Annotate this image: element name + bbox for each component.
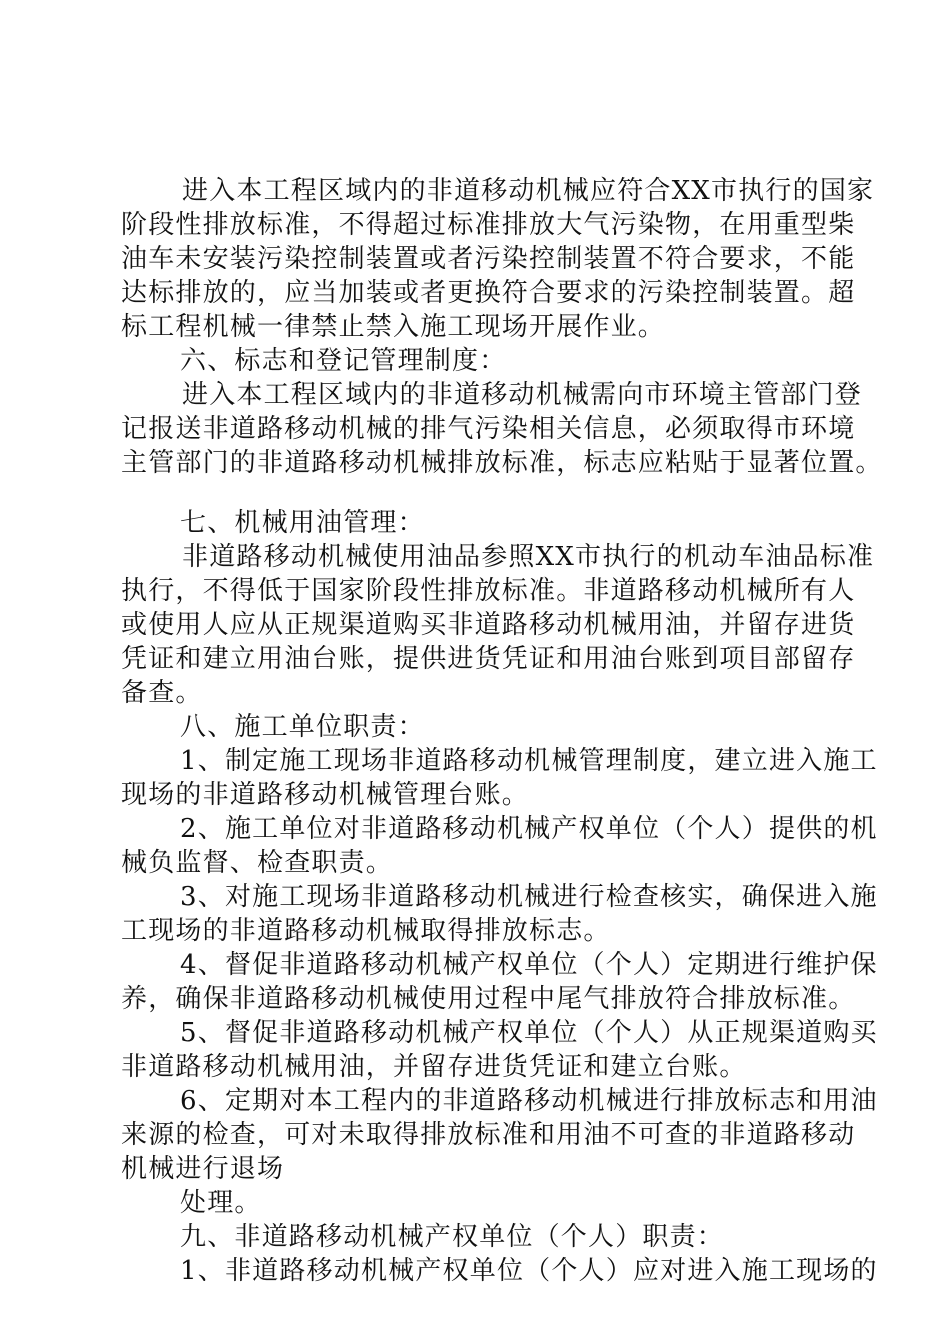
paragraph-line: 机械进行退场 <box>121 1154 285 1184</box>
paragraph-line: 5、督促非道路移动机械产权单位（个人）从正规渠道购买 <box>180 1018 878 1048</box>
paragraph-line: 1、制定施工现场非道路移动机械管理制度，建立进入施工 <box>180 746 878 776</box>
paragraph-line: 进入本工程区域内的非道移动机械应符合XX市执行的国家 <box>182 176 875 206</box>
paragraph-line: 执行，不得低于国家阶段性排放标准。非道路移动机械所有人 <box>121 576 856 606</box>
paragraph-line: 主管部门的非道路移动机械排放标准，标志应粘贴于显著位置。 <box>121 448 883 478</box>
paragraph-line: 非道路移动机械使用油品参照XX市执行的机动车油品标准 <box>182 542 875 572</box>
paragraph-line: 1、非道路移动机械产权单位（个人）应对进入施工现场的 <box>180 1256 878 1286</box>
paragraph-line: 养，确保非道路移动机械使用过程中尾气排放符合排放标准。 <box>121 984 856 1014</box>
section-heading: 七、机械用油管理： <box>180 508 425 538</box>
paragraph-line: 6、定期对本工程内的非道路移动机械进行排放标志和用油 <box>180 1086 878 1116</box>
paragraph-line: 记报送非道路移动机械的排气污染相关信息，必须取得市环境 <box>121 414 856 444</box>
section-heading: 八、施工单位职责： <box>180 712 425 742</box>
paragraph-line: 2、施工单位对非道路移动机械产权单位（个人）提供的机 <box>180 814 878 844</box>
section-heading: 六、标志和登记管理制度： <box>180 346 507 376</box>
paragraph-line: 进入本工程区域内的非道移动机械需向市环境主管部门登 <box>182 380 863 410</box>
section-heading: 九、非道路移动机械产权单位（个人）职责： <box>180 1222 725 1252</box>
paragraph-line: 阶段性排放标准，不得超过标准排放大气污染物，在用重型柴 <box>121 210 856 240</box>
paragraph-line: 凭证和建立用油台账，提供进货凭证和用油台账到项目部留存 <box>121 644 856 674</box>
paragraph-line: 工现场的非道路移动机械取得排放标志。 <box>121 916 611 946</box>
paragraph-line: 3、对施工现场非道路移动机械进行检查核实，确保进入施 <box>180 882 878 912</box>
paragraph-line: 非道路移动机械用油，并留存进货凭证和建立台账。 <box>121 1052 747 1082</box>
paragraph-line: 来源的检查，可对未取得排放标准和用油不可查的非道路移动 <box>121 1120 856 1150</box>
paragraph-line: 油车未安装污染控制装置或者污染控制装置不符合要求，不能 <box>121 244 856 274</box>
paragraph-line: 4、督促非道路移动机械产权单位（个人）定期进行维护保 <box>180 950 878 980</box>
paragraph-line: 现场的非道路移动机械管理台账。 <box>121 780 530 810</box>
paragraph-line: 处理。 <box>180 1188 262 1218</box>
paragraph-line: 备查。 <box>121 678 203 708</box>
paragraph-line: 或使用人应从正规渠道购买非道路移动机械用油，并留存进货 <box>121 610 856 640</box>
paragraph-line: 达标排放的，应当加装或者更换符合要求的污染控制装置。超 <box>121 278 856 308</box>
paragraph-line: 标工程机械一律禁止禁入施工现场开展作业。 <box>121 312 666 342</box>
paragraph-line: 械负监督、检查职责。 <box>121 848 394 878</box>
